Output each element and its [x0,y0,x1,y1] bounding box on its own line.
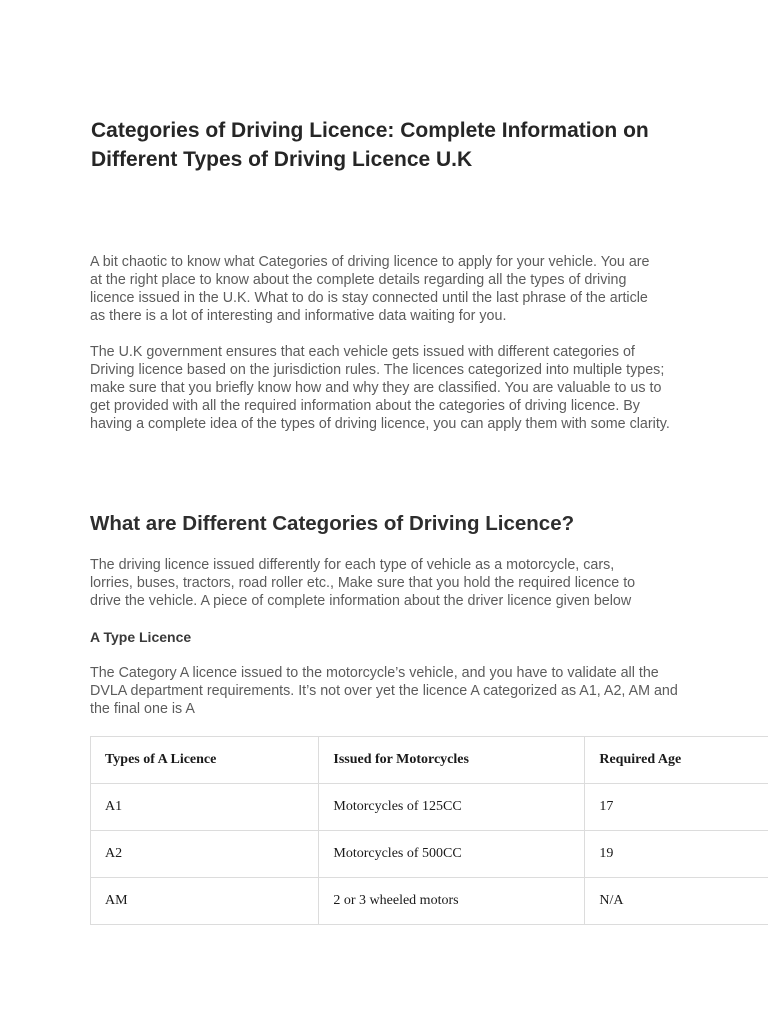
table-header-cell: Types of A Licence [91,737,319,784]
section-heading: What are Different Categories of Driving Licence? [90,512,575,535]
article-title: Categories of Driving Licence: Complete Information on Different Types of Driving Licence U.K [91,119,649,171]
section-paragraph: The driving licence issued differently for each type of vehicle as a motorcycle, cars, lorries, buses, tractors, road roller etc., Make sure that you hold the required licence to drive the vehicle. A piece of complete information about the driver licence given below [90,557,636,609]
table-cell: 17 [585,784,768,831]
table-cell: N/A [585,878,768,925]
table-header-row [91,737,768,784]
table-cell: 2 or 3 wheeled motors [319,878,585,925]
table-cell: Motorcycles of 500CC [319,831,585,878]
table-header-cell: Issued for Motorcycles [319,737,585,784]
table-row [91,878,768,925]
intro-paragraph-2: The U.K government ensures that each vehicle gets issued with different categories of Driving licence based on the jurisdiction rules. The licences categorized into multiple types; make sure that you briefly know how and why they are classified. You are valuable to us to get provided with all the required information about the categories of driving licence. By having a complete idea of the types of driving licence, you can apply them with some clarity. [90,344,670,432]
table-row [91,831,768,878]
table-cell: 19 [585,831,768,878]
licence-table [90,736,768,925]
table-header-cell: Required Age [585,737,768,784]
table-cell: AM [91,878,319,925]
subsection-paragraph: The Category A licence issued to the motorcycle’s vehicle, and you have to validate all the DVLA department requirements. It’s not over yet the licence A categorized as A1, A2, AM and the final one is A [90,665,678,717]
table-cell: A1 [91,784,319,831]
subsection-heading: A Type Licence [90,629,192,645]
table-cell: A2 [91,831,319,878]
table-cell: Motorcycles of 125CC [319,784,585,831]
intro-paragraph-1: A bit chaotic to know what Categories of driving licence to apply for your vehicle. You are at the right place to know about the complete details regarding all the types of driving licence issued in the U.K. What to do is stay connected until the last phrase of the article as there is a lot of interesting and informative data waiting for you. [90,254,650,324]
table-row [91,784,768,831]
